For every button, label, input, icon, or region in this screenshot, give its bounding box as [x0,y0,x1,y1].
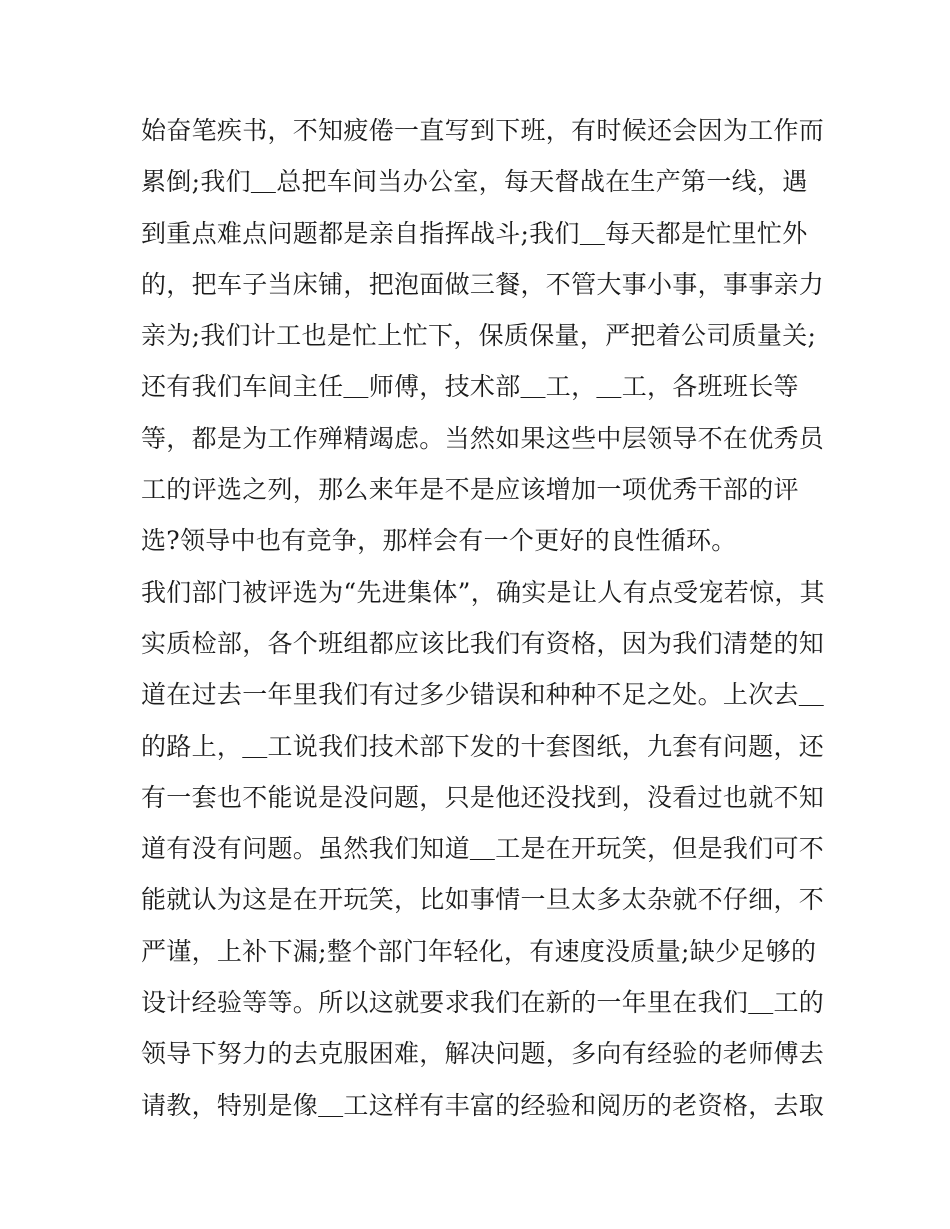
text-line: 工的评选之列，那么来年是不是应该增加一项优秀干部的评 [141,475,799,505]
text-line: 选?领导中也有竞争，那样会有一个更好的良性循环。 [141,526,737,556]
text-line: 领导下努力的去克服困难，解决问题，多向有经验的老师傅去 [141,1039,825,1069]
text-line: 等，都是为工作殚精竭虑。当然如果这些中层领导不在优秀员 [141,423,825,453]
text-line: 亲为;我们计工也是忙上忙下，保质保量，严把着公司质量关; [141,321,817,351]
text-line: 到重点难点问题都是亲自指挥战斗;我们＿每天都是忙里忙外 [141,218,808,248]
text-line: 请教，特别是像＿工这样有丰富的经验和阅历的老资格，去取 [141,1090,825,1120]
text-line: 的路上，＿工说我们技术部下发的十套图纸，九套有问题，还 [141,731,825,761]
text-line: 道有没有问题。虽然我们知道＿工是在开玩笑，但是我们可不 [141,834,825,864]
text-line: 我们部门被评选为“先进集体”，确实是让人有点受宠若惊，其 [141,577,825,607]
body-text [141,105,825,1131]
text-line: 的，把车子当床铺，把泡面做三餐，不管大事小事，事事亲力 [141,269,825,299]
text-line: 还有我们车间主任＿师傅，技术部＿工，＿工，各班班长等 [141,372,799,402]
text-line: 设计经验等等。所以这就要求我们在新的一年里在我们＿工的 [141,988,825,1018]
text-line: 能就认为这是在开玩笑，比如事情一旦太多太杂就不仔细，不 [141,885,825,915]
text-line: 严谨，上补下漏;整个部门年轻化，有速度没质量;缺少足够的 [141,936,817,966]
text-line: 实质检部，各个班组都应该比我们有资格，因为我们清楚的知 [141,628,825,658]
text-line: 始奋笔疾书，不知疲倦一直写到下班，有时候还会因为工作而 [141,116,825,145]
text-line: 有一套也不能说是没问题，只是他还没找到，没看过也就不知 [141,782,825,812]
text-line: 道在过去一年里我们有过多少错误和种种不足之处。上次去＿ [141,680,825,710]
text-line: 累倒;我们＿总把车间当办公室，每天督战在生产第一线，遇 [141,167,808,197]
